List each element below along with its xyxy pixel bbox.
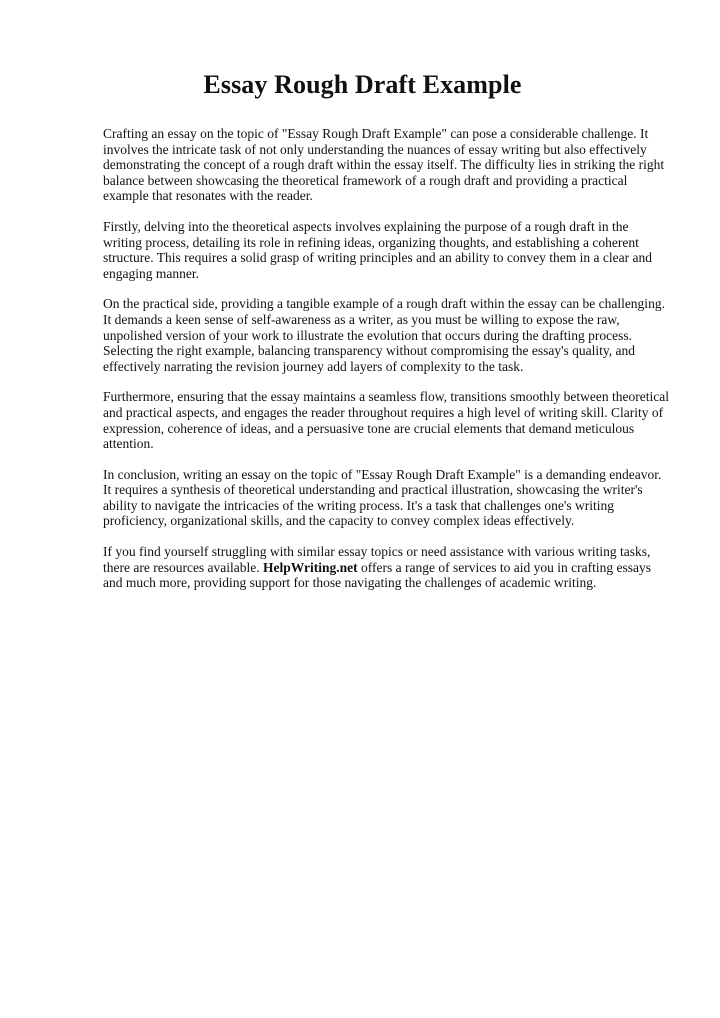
paragraph-conclusion: In conclusion, writing an essay on the topic of "Essay Rough Draft Example" is a demanding endeavor. It requires a synthesis of theoretical understanding and practical illustration, showcasing the writer's ability to navigate the intricacies of the writing process. It's a task that challenges one's writing proficiency, organizational skills, and the capacity to convey complex ideas effectively. [103, 466, 662, 529]
paragraph-flow: Furthermore, ensuring that the essay maintains a seamless flow, transitions smoothly between theoretical and practical aspects, and engages the reader throughout requires a high level of writing skill. Clarity of expression, coherence of ideas, and a persuasive tone are crucial elements that demand meticulous attention. [103, 389, 669, 452]
closing-text-after: offers a range of services to aid you in crafting essays and much more, providing support for those navigating the challenges of academic writing. [103, 559, 651, 591]
brand-name: HelpWriting.net [263, 559, 358, 575]
paragraph-theory: Firstly, delving into the theoretical aspects involves explaining the purpose of a rough draft in the writing process, detailing its role in refining ideas, organizing thoughts, and establishing a coherent structure. This requires a solid grasp of writing principles and an ability to convey them in a clear and engaging manner. [103, 218, 652, 281]
paragraph-intro: Crafting an essay on the topic of "Essay Rough Draft Example" can pose a considerable challenge. It involves the intricate task of not only understanding the nuances of essay writing but also effectively demonstrating the concept of a rough draft within the essay itself. The difficulty lies in striking the right balance between showcasing the theoretical framework of a rough draft and providing a practical example that resonates with the reader. [103, 126, 665, 204]
paragraph-practice: On the practical side, providing a tangible example of a rough draft within the essay can be challenging. It demands a keen sense of self-awareness as a writer, as you must be willing to expose the raw, unpolished version of your work to illustrate the evolution that occurs during the drafting process. Selecting the right example, balancing transparency without compromising the essay's quality, and effectively narrating the revision journey add layers of complexity to the task. [103, 296, 665, 374]
closing-text-before: If you find yourself struggling with similar essay topics or need assistance with various writing tasks, there are resources available. [103, 544, 651, 575]
paragraph-closing [103, 544, 670, 591]
page-title: Essay Rough Draft Example [203, 70, 522, 99]
